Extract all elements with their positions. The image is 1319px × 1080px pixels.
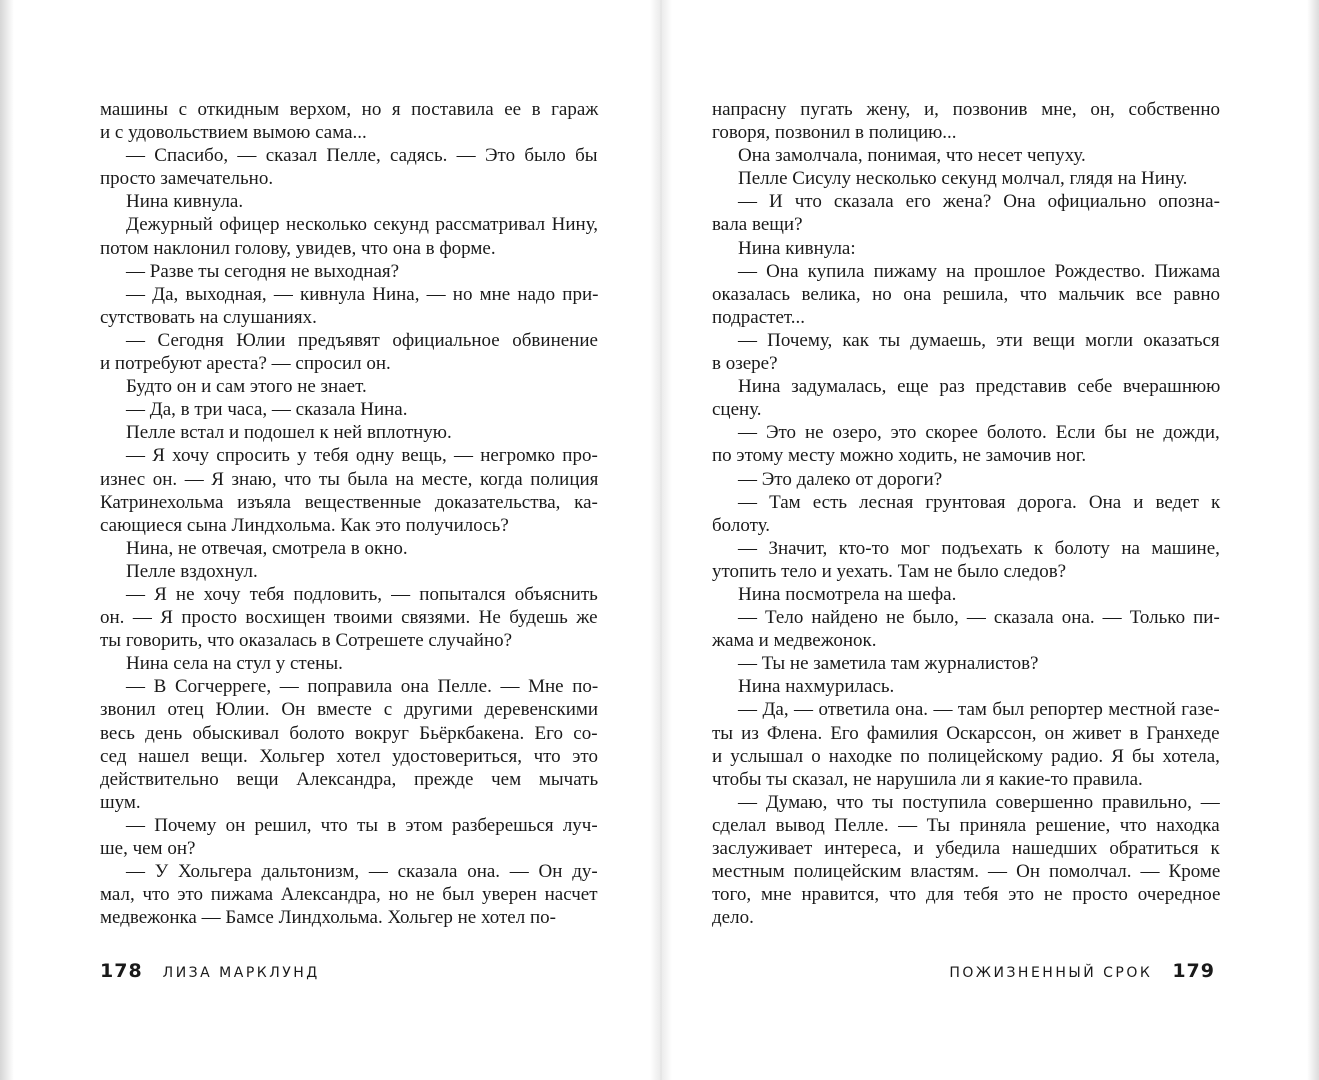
left-page-footer [100,960,320,982]
text-line: в озере? [712,353,778,375]
text-line: утопить тело и уехать. Там не было следов? [712,560,1067,582]
text-line: — В Согчерреге, — поправила она Пелле. — Мне по- [126,676,599,698]
left-page-text [100,98,598,929]
text-line: — Почему, как ты думаешь, эти вещи могли оказаться [738,329,1220,351]
right-running-head: ПОЖИЗНЕННЫЙ СРОК [949,965,1153,981]
text-line: — Спасибо, — сказал Пелле, садясь. — Это было бы [126,145,598,167]
text-line: — Думаю, что ты поступила совершенно правильно, — [738,791,1220,813]
text-line: того, мне нравится, что для тебя это не просто очередное [712,884,1221,906]
text-line: — Да, в три часа, — сказала Нина. [126,399,408,421]
text-line: Нина села на стул у стены. [126,653,343,675]
text-line: сутствовать на слушаниях. [100,306,317,328]
text-line: местным полицейским властям. — Он помолчал. — Кроме [712,861,1221,883]
text-line: Дежурный офицер несколько секунд рассматривал Нину, [126,214,599,236]
text-line: сцену. [712,399,762,421]
text-line: Она замолчала, понимая, что несет чепуху. [738,145,1086,167]
text-line: мал, что это пижама Александра, но не был уверен насчет [100,884,598,906]
text-line: — Это далеко от дороги? [738,468,943,490]
text-line: — Значит, кто-то мог подъехать к болоту на машине, [738,537,1220,559]
text-line: оказалась велика, но она решила, что мальчик все равно [712,283,1221,305]
text-line: весь день обыскивал болото вокруг Бьёркбакена. Его со- [100,722,598,744]
text-line: и с удовольствием вымою сама... [100,122,367,144]
text-line: — Да, выходная, — кивнула Нина, — но мне надо при- [126,283,599,305]
text-line: вала вещи? [712,214,803,236]
right-page-text [712,98,1220,929]
left-page-edge [0,0,14,1080]
text-line: дело. [712,907,754,929]
right-page-number: 179 [1172,960,1215,982]
left-page-number: 178 [100,960,143,982]
text-line: говоря, позвонил в полицию... [712,122,957,144]
text-line: сающиеся сына Линдхольма. Как это получилось? [100,514,509,536]
text-line: — И что сказала его жена? Она официально опозна- [738,191,1220,213]
text-line: он. — Я просто восхищен твоими связями. Не будешь же [100,607,598,629]
text-line: Пелле Сисулу несколько секунд молчал, глядя на Нину. [738,168,1188,190]
text-line: шум. [100,791,141,813]
text-line: Нина нахмурилась. [738,676,895,698]
text-line: звонил отец Юлии. Он вместе с другими деревенскими [100,699,599,721]
right-page-edge [1307,0,1319,1080]
text-line: — Тело найдено не было, — сказала она. — Только пи- [738,607,1220,629]
text-line: сделал вывод Пелле. — Ты приняла решение, что находка [712,814,1220,836]
text-line: машины с откидным верхом, но я поставила ее в гараж [100,99,599,120]
text-line: болоту. [712,514,771,536]
text-line: и потребуют ареста? — спросил он. [100,353,391,375]
text-line: — Разве ты сегодня не выходная? [126,260,400,282]
text-line: — Она купила пижаму на прошлое Рождество. Пижама [738,260,1221,282]
left-running-head: ЛИЗА МАРКЛУНД [162,965,320,981]
text-line: Нина кивнула: [738,237,856,259]
text-line: подрастет... [712,306,806,328]
text-line: Пелле вздохнул. [126,560,258,582]
text-line: чтобы ты сказал, не нарушила ли я какие-то правила. [712,768,1143,790]
text-line: по этому месту можно ходить, не замочив ног. [712,445,1087,467]
text-line: Нина посмотрела на шефа. [738,583,957,605]
text-line: — Там есть лесная грунтовая дорога. Она и ведет к [738,491,1221,513]
text-line: — У Хольгера дальтонизм, — сказала она. — Он ду- [126,861,598,883]
text-line: Нина задумалась, еще раз представив себе вчерашнюю [738,376,1221,398]
text-line: — Ты не заметила там журналистов? [738,653,1039,675]
text-line: ше, чем он? [100,838,196,859]
book-gutter [650,0,672,1080]
text-line: и услышал о находке по полицейскому радио. Я бы хотела, [712,745,1220,767]
text-line: напрасну пугать жену, и, позвонив мне, он, собственно [712,99,1220,120]
text-line: потом наклонил голову, увидев, что она в форме. [100,237,496,259]
text-line: медвежонка — Бамсе Линдхольма. Хольгер не хотел по- [100,907,556,929]
right-page-footer [949,960,1215,982]
text-line: — Я не хочу тебя подловить, — попытался объяснить [126,583,598,605]
text-line: ты из Флена. Его фамилия Оскарссон, он живет в Гранхеде [712,722,1220,744]
text-line: — Это не озеро, это скорее болото. Если бы не дожди, [738,422,1220,444]
text-line: ты говорить, что оказалась в Сотрешете случайно? [100,630,513,652]
text-line: сед нашел вещи. Хольгер хотел удостовериться, что это [100,745,598,767]
text-line: — Сегодня Юлии предъявят официальное обвинение [126,329,598,351]
text-line: Пелле встал и подошел к ней вплотную. [126,422,452,444]
text-line: Катринехольма изъяла вещественные доказательства, ка- [100,491,598,513]
text-line: Будто он и сам этого не знает. [126,376,367,398]
text-line: действительно вещи Александра, прежде чем мычать [100,768,599,790]
text-line: — Почему он решил, что ты в этом разберешься луч- [126,814,598,836]
text-line: жама и медвежонок. [712,630,877,652]
text-line: Нина, не отвечая, смотрела в окно. [126,537,408,559]
text-line: Нина кивнула. [126,191,244,213]
text-line: заслуживает интереса, и убедила нашедших обратиться к [712,838,1220,859]
text-line: — Я хочу спросить у тебя одну вещь, — негромко про- [126,445,598,467]
text-line: — Да, — ответила она. — там был репортер местной газе- [738,699,1220,721]
text-line: просто замечательно. [100,168,274,190]
text-line: изнес он. — Я знаю, что ты была на месте, когда полиция [100,468,599,490]
